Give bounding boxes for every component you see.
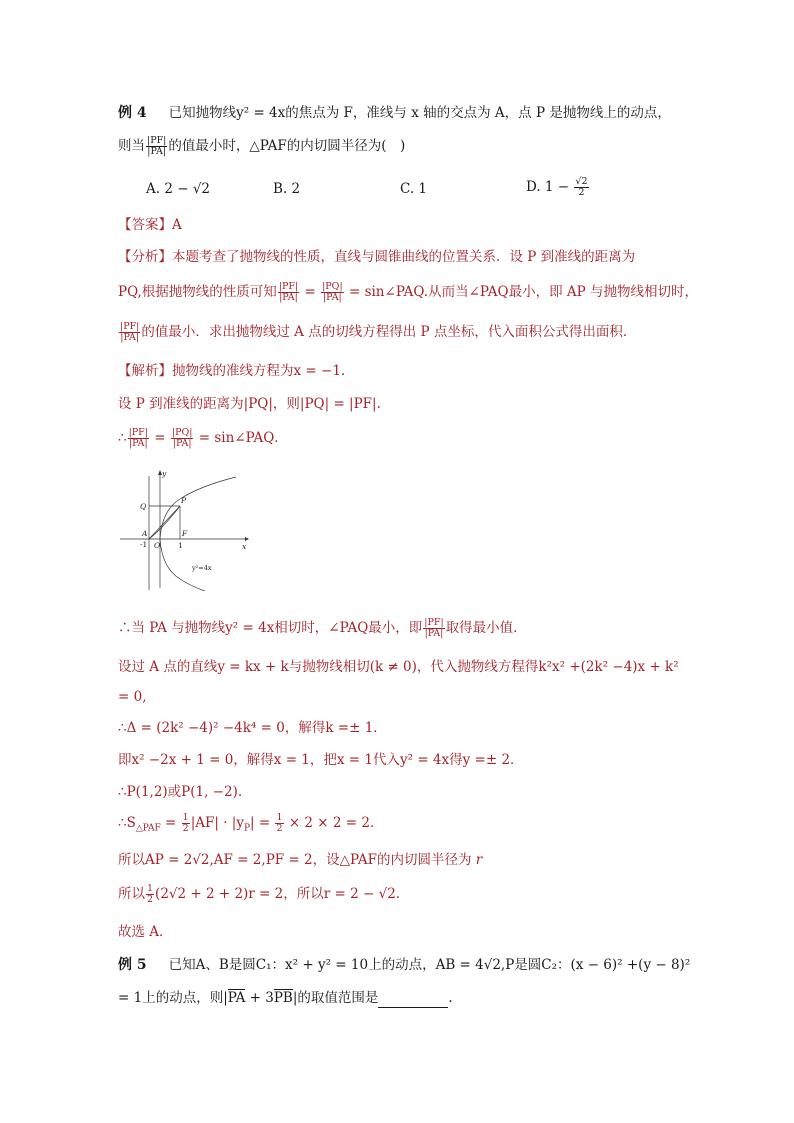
fraction-pf-pa: $\frac{|PF|}{|PA|}$	[147, 135, 167, 157]
fig-label-q: Q	[140, 502, 147, 511]
option-d: D. 1 − $\frac{√2}{2}$	[526, 176, 588, 198]
solution-line12: 所以 $\frac{1}{2}$ (2√2 + 2 + 2)r = 2，所以r = 2 − √2.	[118, 883, 401, 905]
example4-question-line2: 则当 $\frac{|PF|}{|PA|}$ 的值最小时，△PAF的内切圆半径为( )	[118, 135, 406, 157]
example4-label: 例 4	[118, 105, 147, 121]
example5-line2: = 1上的动点，则|PA + 3PB|的取值范围是 .	[118, 990, 453, 1006]
solution-line8: 即x² −2x + 1 = 0，解得x = 1，把x = 1代入y² = 4x得y =± 2．	[118, 752, 524, 768]
fig-label-curve: y²=4x	[192, 564, 212, 572]
solution-line1: 【解析】抛物线的准线方程为x = −1.	[118, 363, 346, 379]
parabola-figure	[118, 466, 253, 591]
answer-line: 【答案】A	[118, 217, 182, 233]
analysis-tag: 【分析】	[118, 249, 172, 265]
option-c: C. 1	[400, 181, 428, 197]
fig-label-o: O	[154, 541, 161, 550]
example5-label: 例 5	[118, 957, 147, 973]
solution-line4: ∴当 PA 与抛物线y² = 4x相切时，∠PAQ最小，即 $\frac{|PF|}{|PA|}$ 取得最小值.	[118, 617, 518, 639]
example4-question-line1: 例 4 已知抛物线y² = 4x的焦点为 F，准线与 x 轴的交点为 A，点 P 是抛物线上的动点，	[118, 105, 671, 121]
answer-blank	[378, 993, 448, 1008]
option-b: B. 2	[273, 181, 301, 197]
solution-line6: = 0,	[118, 689, 147, 705]
solution-line5: 设过 A 点的直线y = kx + k与抛物线相切(k ≠ 0)，代入抛物线方程得k²x² +(2k² −4)x + k²	[118, 659, 679, 675]
analysis-line1: 【分析】本题考查了抛物线的性质，直线与圆锥曲线的位置关系．设 P 到准线的距离为	[118, 249, 636, 265]
fig-label-1: 1	[178, 541, 183, 550]
solution-line13: 故选 A．	[118, 924, 173, 940]
fig-label-x: x	[242, 542, 247, 551]
example5-line1: 例 5 已知A、B是圆C₁：x² + y² = 10上的动点，AB = 4√2,P是圆C₂：(x − 6)² +(y − 8)²	[118, 957, 691, 973]
solution-line11: 所以AP = 2√2,AF = 2,PF = 2，设△PAF的内切圆半径为 r	[118, 852, 483, 868]
fig-label-a: A	[142, 529, 148, 538]
solution-line9: ∴P(1,2)或P(1, −2).	[118, 784, 243, 800]
fig-label-neg1: -1	[140, 540, 148, 549]
solution-line10: $\therefore S_{\triangle PAF}$ = $\frac{1}{2}$ $|AF| \cdot |y_P|$ = $\frac{1}{2}$ × 2 × 2 = 2．	[118, 812, 384, 834]
solution-line3: ∴ $\frac{|PF|}{|PA|}$ = $\frac{|PQ|}{|PA|}$ = sin∠PAQ．	[118, 427, 288, 449]
fig-label-y: y	[162, 469, 167, 478]
solution-line2: 设 P 到准线的距离为|PQ|，则|PQ| = |PF|.	[118, 396, 381, 412]
option-a: A. 2 − √2	[146, 181, 211, 197]
analysis-line2: PQ,根据抛物线的性质可知 $\frac{|PF|}{|PA|}$ = $\frac{|PQ|}{|PA|}$ = sin∠PAQ.从而当∠PAQ最小，即 AP 与抛物线相切时，	[118, 281, 698, 303]
solution-line7: ∴Δ = (2k² −4)² −4k⁴ = 0，解得k =± 1．	[118, 720, 387, 736]
fig-label-p: P	[181, 496, 187, 505]
fig-label-f: F	[182, 529, 188, 538]
analysis-line3: $\frac{|PF|}{|PA|}$ 的值最小．求出抛物线过 A 点的切线方程得出 P 点坐标，代入面积公式得出面积．	[120, 321, 637, 343]
solution-tag: 【解析】	[118, 363, 172, 379]
